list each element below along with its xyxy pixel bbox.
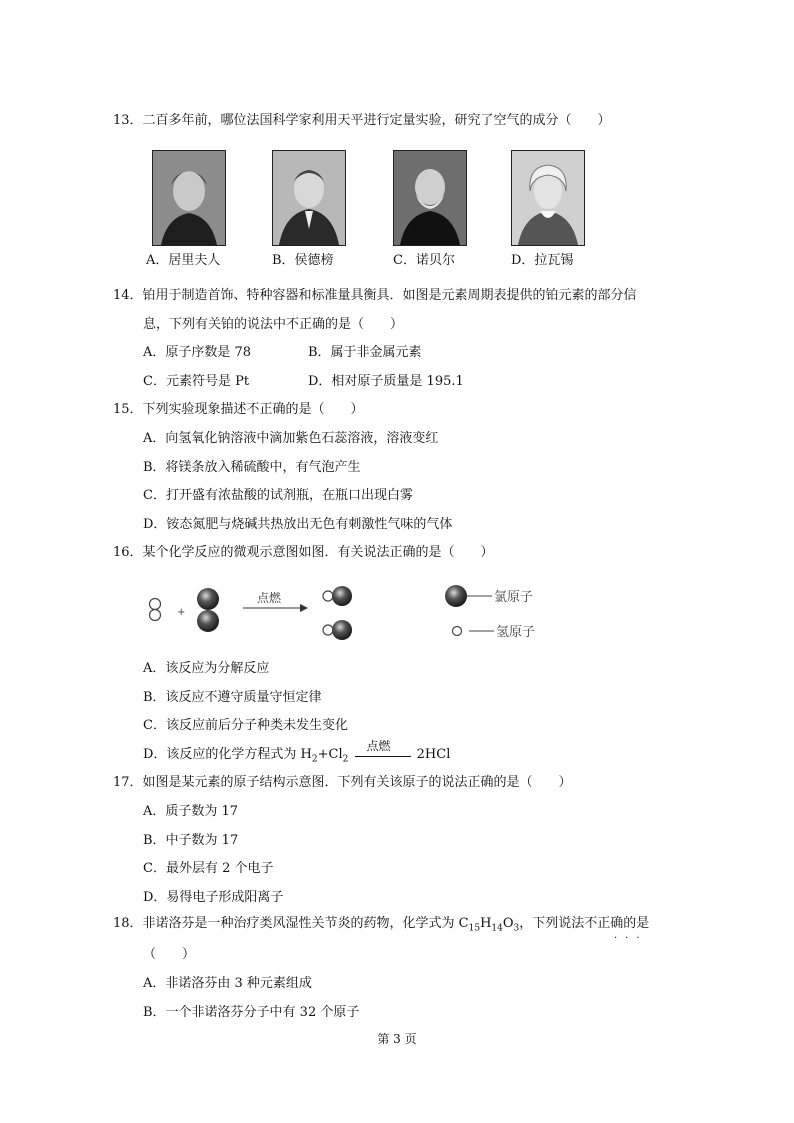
portrait-lavoisier xyxy=(511,150,585,246)
legend-hydrogen xyxy=(453,627,495,636)
page-number: 第 3 页 xyxy=(377,1032,417,1046)
q17-option-b: B．中子数为 17 xyxy=(143,833,239,848)
subscript: 15 xyxy=(468,923,481,934)
q18-option-a: A．非诺洛芬由 3 种元素组成 xyxy=(143,976,312,991)
q13-option-d: D．拉瓦锡 xyxy=(511,253,574,268)
q16-d-text: D．该反应的化学方程式为 H xyxy=(143,747,312,762)
formula-h: H xyxy=(480,916,492,931)
legend-chlorine xyxy=(445,585,492,607)
subscript: 2 xyxy=(342,754,349,765)
q15-option-d: D．铵态氮肥与烧碱共热放出无色有刺激性气味的气体 xyxy=(143,517,453,532)
q16-d-mid: +Cl xyxy=(317,747,343,762)
q18-stem-suffix: ，下列说法不正确的是 xyxy=(519,916,650,931)
legend-chlorine-label: 氯原子 xyxy=(494,590,534,605)
legend-hydrogen-label: 氢原子 xyxy=(496,625,536,640)
q15-option-b: B．将镁条放入稀硫酸中，有气泡产生 xyxy=(143,460,361,475)
q14-option-d: D．相对原子质量是 195.1 xyxy=(308,374,464,389)
hcl-molecule xyxy=(323,620,352,640)
hydrogen-molecule xyxy=(150,599,161,621)
portrait-curie xyxy=(152,150,226,246)
chlorine-molecule xyxy=(197,588,219,632)
q18-paren: （ ） xyxy=(143,947,196,962)
q13-stem: 13．二百多年前，哪位法国科学家利用天平进行定量实验，研究了空气的成分（ ） xyxy=(113,113,611,128)
q15-option-a: A．向氢氧化钠溶液中滴加紫色石蕊溶液，溶液变红 xyxy=(143,431,439,446)
subscript: 2 xyxy=(311,754,318,765)
q17-option-a: A．质子数为 17 xyxy=(143,804,239,819)
reaction-diagram xyxy=(140,575,560,650)
q17-stem: 17．如图是某元素的原子结构示意图．下列有关该原子的说法正确的是（ ） xyxy=(113,775,572,790)
formula-o: O xyxy=(502,916,514,931)
q15-option-c: C．打开盛有浓盐酸的试剂瓶，在瓶口出现白雾 xyxy=(143,488,413,503)
q16-option-c: C．该反应前后分子种类未发生变化 xyxy=(143,718,348,733)
q14-option-c: C．元素符号是 Pt xyxy=(143,374,250,389)
q16-d-product: 2HCl xyxy=(416,747,451,762)
equation-condition-arrow xyxy=(353,739,413,764)
equation-condition: 点燃 xyxy=(366,739,391,753)
portrait-hou-debang xyxy=(272,150,346,246)
q13-option-b: B．侯德榜 xyxy=(272,253,334,268)
q16-stem: 16．某个化学反应的微观示意图如图．有关说法正确的是（ ） xyxy=(113,545,494,560)
q13-option-c: C．诺贝尔 xyxy=(393,253,455,268)
q14-option-b: B．属于非金属元素 xyxy=(308,345,422,360)
q18-option-b: B．一个非诺洛芬分子中有 32 个原子 xyxy=(143,1005,360,1020)
q17-option-c: C．最外层有 2 个电子 xyxy=(143,861,274,876)
hcl-molecule xyxy=(323,586,352,606)
q17-option-d: D．易得电子形成阳离子 xyxy=(143,890,284,905)
q14-stem-line1: 14．铂用于制造首饰、特种容器和标准量具衡具．如图是元素周期表提供的铂元素的部分信 xyxy=(113,288,637,303)
q15-stem: 15．下列实验现象描述不正确的是（ ） xyxy=(113,402,364,417)
plus-sign: + xyxy=(177,607,186,618)
q14-stem-line2: 息，下列有关铂的说法中不正确的是（ ） xyxy=(143,317,404,332)
q16-option-d xyxy=(143,739,451,769)
q16-option-a: A．该反应为分解反应 xyxy=(143,661,270,676)
q16-option-b: B．该反应不遵守质量守恒定律 xyxy=(143,690,322,705)
subscript: 3 xyxy=(513,923,520,934)
q14-option-a: A．原子序数是 78 xyxy=(143,345,252,360)
subscript: 14 xyxy=(491,923,503,934)
portrait-nobel xyxy=(393,150,467,246)
q18-stem-prefix: 18．非诺洛芬是一种治疗类风湿性关节炎的药物，化学式为 C xyxy=(113,916,469,931)
reaction-arrow xyxy=(243,604,308,612)
arrow-condition: 点燃 xyxy=(257,591,282,605)
emphasis-dots: ··· xyxy=(614,933,648,944)
q13-option-a: A．居里夫人 xyxy=(146,253,221,268)
q18-stem xyxy=(113,915,649,938)
